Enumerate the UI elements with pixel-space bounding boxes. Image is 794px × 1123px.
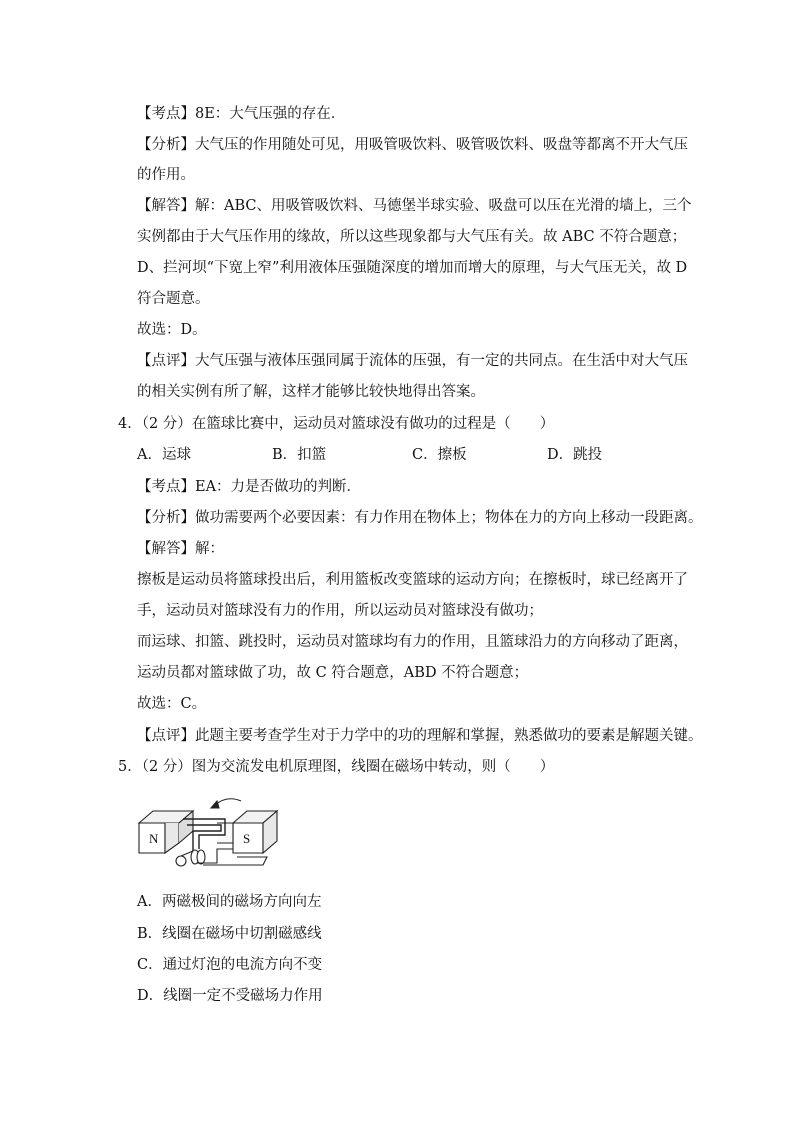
question-4-option-a: A．运球 bbox=[137, 447, 191, 463]
jieda-4-line2: 手，运动员对篮球没有力的作用，所以运动员对篮球没有做功； bbox=[137, 603, 543, 619]
kaodian-4: 【考点】EA：力是否做功的判断． bbox=[137, 479, 362, 495]
question-4-option-d: D．跳投 bbox=[547, 447, 603, 463]
label-s: S bbox=[243, 831, 251, 846]
dianping-3-line2: 的相关实例有所了解，这样才能够比较快地得出答案。 bbox=[137, 384, 485, 400]
guxuan-3: 故选：D。 bbox=[137, 322, 207, 338]
jieda-3-line4: 符合题意。 bbox=[137, 291, 210, 307]
question-5-option-d: D．线圈一定不受磁场力作用 bbox=[137, 988, 323, 1004]
fenxi-3-line1: 【分析】大气压的作用随处可见，用吸管吸饮料、吸管吸饮料、吸盘等都离不开大气压 bbox=[137, 137, 688, 153]
jieda-4-line3: 而运球、扣篮、跳投时，运动员对篮球均有力的作用，且篮球沿力的方向移动了距离， bbox=[137, 634, 688, 650]
guxuan-4: 故选：C。 bbox=[137, 696, 207, 712]
question-5-option-a: A．两磁极间的磁场方向向左 bbox=[137, 894, 322, 910]
jieda-4-head: 【解答】解： bbox=[137, 541, 224, 557]
question-5-option-b: B．线圈在磁场中切割磁感线 bbox=[137, 926, 322, 942]
rotation-arrowhead bbox=[211, 801, 219, 808]
dianping-3-line1: 【点评】大气压强与液体压强同属于流体的压强，有一定的共同点。在生活中对大气压 bbox=[137, 353, 688, 369]
jieda-3-line1: 【解答】解：ABC、用吸管吸饮料、马德堡半球实验、吸盘可以压在光滑的墙上，三个 bbox=[137, 198, 692, 214]
slip-ring-2 bbox=[197, 850, 205, 864]
bulb bbox=[176, 856, 186, 866]
question-4-option-c: C．擦板 bbox=[412, 447, 467, 463]
fenxi-3-line2: 的作用。 bbox=[137, 167, 195, 183]
fenxi-4: 【分析】做功需要两个必要因素：有力作用在物体上；物体在力的方向上移动一段距离。 bbox=[137, 510, 703, 526]
dianping-4: 【点评】此题主要考查学生对于力学中的功的理解和掌握，熟悉做功的要素是解题关键。 bbox=[137, 728, 703, 744]
question-5-option-c: C．通过灯泡的电流方向不变 bbox=[137, 957, 323, 973]
rotation-arrow bbox=[215, 799, 241, 805]
jieda-3-line3: D、拦河坝“下宽上窄”利用液体压强随深度的增加而增大的原理，与大气压无关，故 D bbox=[137, 260, 688, 276]
jieda-3-line2: 实例都由于大气压作用的缘故，所以这些现象都与大气压有关。故 ABC 不符合题意； bbox=[137, 229, 687, 245]
label-n: N bbox=[149, 831, 159, 846]
question-4-stem: 4．（2 分）在篮球比赛中，运动员对篮球没有做功的过程是（ ） bbox=[118, 416, 555, 432]
bulb-base bbox=[233, 857, 267, 865]
jieda-4-line1: 擦板是运动员将篮球投出后，利用篮板改变篮球的运动方向；在擦板时，球已经离开了 bbox=[137, 572, 688, 588]
question-5-stem: 5．（2 分）图为交流发电机原理图，线圈在磁场中转动，则（ ） bbox=[118, 759, 555, 775]
magnet-n-side bbox=[165, 823, 179, 853]
question-4-option-b: B．扣篮 bbox=[272, 447, 327, 463]
jieda-4-line4: 运动员都对篮球做了功，故 C 符合题意，ABD 不符合题意； bbox=[137, 665, 529, 681]
kaodian-3: 【考点】8E：大气压强的存在． bbox=[137, 106, 346, 122]
ac-generator-diagram bbox=[137, 791, 279, 869]
